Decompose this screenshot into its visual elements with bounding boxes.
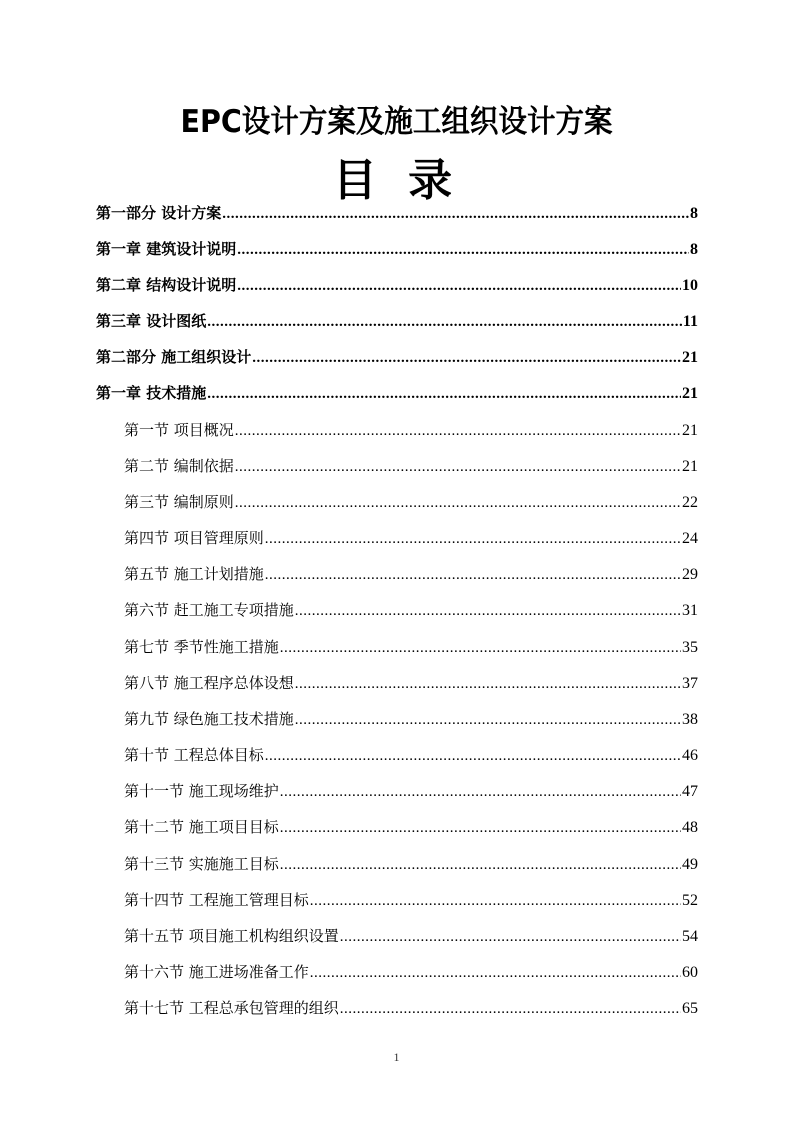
toc-entry[interactable] (124, 853, 698, 877)
toc-entry[interactable] (124, 419, 698, 443)
toc-entry-label: 第八节 施工程序总体设想 (124, 674, 294, 692)
toc-entry-page: 10 (682, 277, 698, 294)
toc-entry-page: 11 (682, 313, 698, 330)
toc-entry-label: 第十七节 工程总承包管理的组织 (124, 999, 339, 1017)
toc-entry[interactable] (124, 780, 698, 804)
toc-entry-label: 第九节 绿色施工技术措施 (124, 710, 294, 728)
dot-leader (340, 929, 681, 946)
toc-entry[interactable] (96, 310, 698, 334)
toc-entry-label: 第六节 赶工施工专项措施 (124, 601, 294, 619)
toc-entry[interactable] (96, 346, 698, 370)
toc-entry-label: 第二节 编制依据 (124, 457, 234, 475)
toc-entry-page: 8 (690, 241, 698, 258)
toc-entry[interactable] (124, 563, 698, 587)
toc-entry-label: 第十六节 施工进场准备工作 (124, 963, 309, 981)
toc-entry[interactable] (124, 527, 698, 551)
dot-leader (295, 603, 681, 620)
toc-entry-label: 第七节 季节性施工措施 (124, 638, 279, 656)
toc-entry-page: 65 (682, 1000, 698, 1017)
toc-entry-page: 21 (682, 458, 698, 475)
dot-leader (207, 386, 681, 403)
toc-entry-page: 35 (682, 639, 698, 656)
toc-entry[interactable] (96, 202, 698, 226)
toc-entry[interactable] (124, 889, 698, 913)
dot-leader (222, 206, 689, 223)
toc-heading: 目 录 (332, 155, 461, 206)
toc-entry[interactable] (124, 997, 698, 1021)
toc-entry[interactable] (96, 382, 698, 406)
dot-leader (235, 423, 681, 440)
toc-entry-label: 第十三节 实施施工目标 (124, 855, 279, 873)
dot-leader (280, 784, 681, 801)
toc-entry[interactable] (124, 925, 698, 949)
toc-entry[interactable] (96, 274, 698, 298)
dot-leader (340, 1001, 681, 1018)
dot-leader (237, 278, 681, 295)
toc-entry-page: 21 (682, 349, 698, 366)
toc-entry-page: 37 (682, 675, 698, 692)
toc-entry-page: 22 (682, 494, 698, 511)
toc-entry-label: 第一章 技术措施 (96, 384, 207, 402)
toc-entry-page: 48 (682, 819, 698, 836)
dot-leader (207, 314, 682, 331)
toc-entry-label: 第三节 编制原则 (124, 493, 234, 511)
toc-entry-label: 第四节 项目管理原则 (124, 529, 264, 547)
dot-leader (235, 459, 681, 476)
dot-leader (280, 640, 681, 657)
dot-leader (265, 531, 681, 548)
dot-leader (252, 350, 681, 367)
toc-entry[interactable] (124, 455, 698, 479)
toc-entry[interactable] (124, 672, 698, 696)
toc-entry-page: 21 (682, 422, 698, 439)
toc-entry[interactable] (124, 636, 698, 660)
dot-leader (265, 567, 681, 584)
toc-entry[interactable] (124, 961, 698, 985)
dot-leader (235, 495, 681, 512)
toc-entry-label: 第十四节 工程施工管理目标 (124, 891, 309, 909)
dot-leader (295, 712, 681, 729)
toc-entry-label: 第十一节 施工现场维护 (124, 782, 279, 800)
toc-entry-label: 第十二节 施工项目目标 (124, 818, 279, 836)
toc-entry-label: 第三章 设计图纸 (96, 312, 207, 330)
toc-entry[interactable] (124, 816, 698, 840)
toc-entry-page: 24 (682, 530, 698, 547)
dot-leader (237, 242, 689, 259)
toc-entry-page: 54 (682, 928, 698, 945)
toc-entry-page: 52 (682, 892, 698, 909)
document-title: EPC设计方案及施工组织设计方案 (180, 104, 613, 140)
page-number: 1 (393, 1050, 400, 1064)
dot-leader (310, 965, 681, 982)
toc-entry-label: 第十节 工程总体目标 (124, 746, 264, 764)
dot-leader (280, 820, 681, 837)
toc-entry-page: 38 (682, 711, 698, 728)
dot-leader (310, 893, 681, 910)
dot-leader (280, 857, 681, 874)
toc-entry-label: 第一部分 设计方案 (96, 204, 222, 222)
toc-entry-page: 8 (690, 205, 698, 222)
toc-entry-page: 60 (682, 964, 698, 981)
toc-entry[interactable] (96, 238, 698, 262)
toc-entry-label: 第二部分 施工组织设计 (96, 348, 252, 366)
toc-entry-page: 21 (682, 385, 698, 402)
toc-entry-page: 49 (682, 856, 698, 873)
toc-entry-label: 第五节 施工计划措施 (124, 565, 264, 583)
toc-entry-label: 第一章 建筑设计说明 (96, 240, 237, 258)
dot-leader (295, 676, 681, 693)
dot-leader (265, 748, 681, 765)
toc-entry[interactable] (124, 599, 698, 623)
toc-entry-label: 第二章 结构设计说明 (96, 276, 237, 294)
toc-entry-page: 31 (682, 602, 698, 619)
toc-entry-page: 47 (682, 783, 698, 800)
toc-entry[interactable] (124, 708, 698, 732)
toc-entry-label: 第十五节 项目施工机构组织设置 (124, 927, 339, 945)
toc-entry[interactable] (124, 744, 698, 768)
toc-entry-label: 第一节 项目概况 (124, 421, 234, 439)
toc-entry-page: 29 (682, 566, 698, 583)
toc-entry[interactable] (124, 491, 698, 515)
toc-entry-page: 46 (682, 747, 698, 764)
